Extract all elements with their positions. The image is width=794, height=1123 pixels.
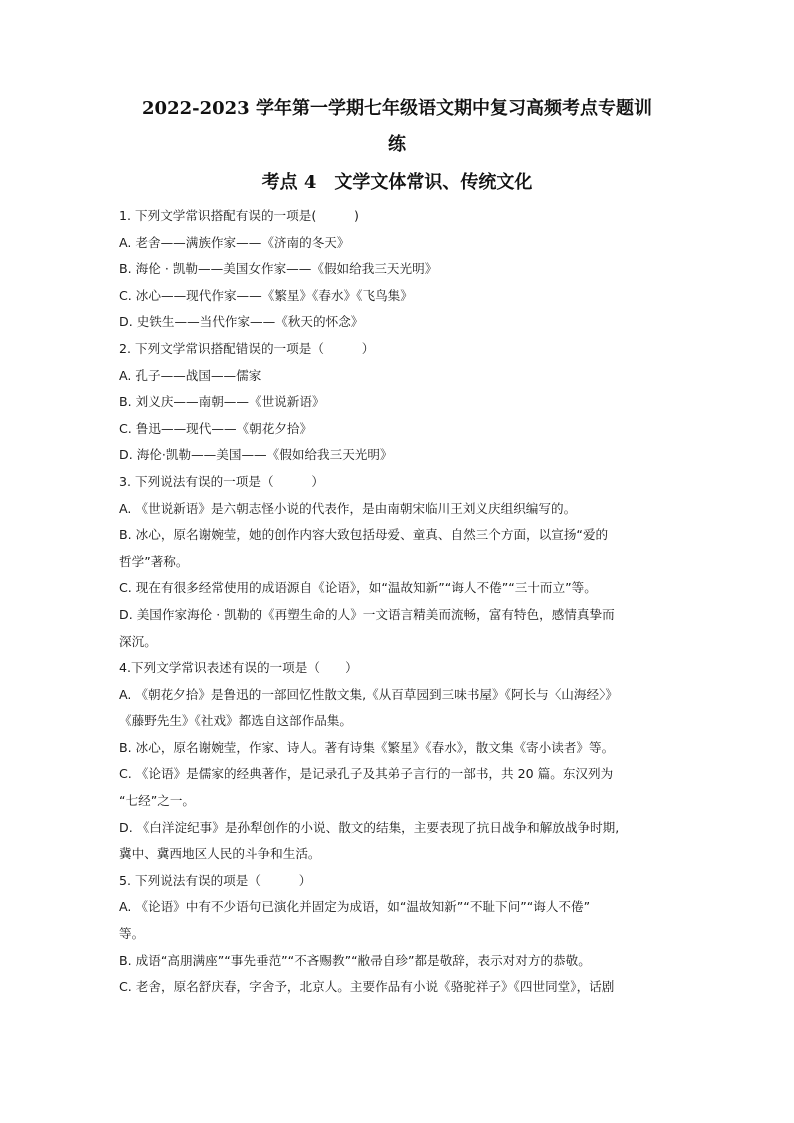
question-4-option-c: C. 《论语》是儒家的经典著作，是记录孔子及其弟子言行的一部书，共 20 篇。东汉列为 <box>119 766 614 782</box>
question-1-option-c: C. 冰心——现代作家——《繁星》《春水》《飞鸟集》 <box>119 287 413 303</box>
question-2-option-b: B. 刘义庆——南朝——《世说新语》 <box>119 394 325 410</box>
question-4-option-a-continued: 《藤野先生》《社戏》都选自这部作品集。 <box>119 713 352 729</box>
question-1-stem: 1. 下列文学常识搭配有误的一项是( ) <box>119 208 359 223</box>
question-4-option-d: D. 《白洋淀纪事》是孙犁创作的小说、散文的结集，主要表现了抗日战争和解放战争时期, <box>119 819 620 835</box>
question-4-option-a: A. 《朝花夕拾》是鲁迅的一部回忆性散文集,《从百草园到三味书屋》《阿长与〈山海经〉》 <box>119 686 618 702</box>
document-body <box>119 203 689 1001</box>
question-1-option-a: A. 老舍——满族作家——《济南的冬天》 <box>119 234 350 250</box>
question-3-option-a: A. 《世说新语》是六朝志怪小说的代表作，是由南朝宋临川王刘义庆组织编写的。 <box>119 500 577 516</box>
question-3-option-d-continued: 深沉。 <box>119 633 157 649</box>
question-1-option-b: B. 海伦 · 凯勒——美国女作家——《假如给我三天光明》 <box>119 261 438 277</box>
question-5-option-a: A. 《论语》中有不少语句已演化并固定为成语，如“温故知新”“不耻下问”“诲人不倦” <box>119 899 591 915</box>
question-5-stem: 5. 下列说法有误的项是（ ） <box>119 872 312 888</box>
question-2-stem: 2. 下列文学常识搭配错误的一项是（ ） <box>119 340 375 356</box>
question-4-stem: 4.下列文学常识表述有误的一项是（ ） <box>119 660 358 676</box>
question-2-option-c: C. 鲁迅——现代——《朝花夕拾》 <box>119 420 313 436</box>
question-3-stem: 3. 下列说法有误的一项是（ ） <box>119 473 324 489</box>
question-5-option-b: B. 成语“高朋满座”“事先垂范”“不吝赐教”“敝帚自珍”都是敬辞，表示对对方的恭敬。 <box>119 952 591 968</box>
question-1-option-d: D. 史铁生——当代作家——《秋天的怀念》 <box>119 314 364 330</box>
question-2-option-d: D. 海伦·凯勒——美国——《假如给我三天光明》 <box>119 447 393 463</box>
question-3-option-b: B. 冰心，原名谢婉莹，她的创作内容大致包括母爱、童真、自然三个方面，以宣扬“爱的 <box>119 527 609 543</box>
question-4-option-c-continued: “七经”之一。 <box>119 793 196 809</box>
question-5-option-a-continued: 等。 <box>119 926 145 942</box>
document-subtitle: 考点 4 文学文体常识、传统文化 <box>261 172 533 193</box>
document-title-continuation: 练 <box>388 134 406 155</box>
question-4-option-d-continued: 冀中、冀西地区人民的斗争和生活。 <box>119 846 321 862</box>
document-title: 2022-2023 学年第一学期七年级语文期中复习高频考点专题训 <box>142 98 652 119</box>
question-4-option-b: B. 冰心，原名谢婉莹，作家、诗人。著有诗集《繁星》《春水》，散文集《寄小读者》等。 <box>119 739 615 755</box>
question-3-option-c: C. 现在有很多经常使用的成语源自《论语》，如“温故知新”“诲人不倦”“三十而立”等。 <box>119 580 597 596</box>
question-5-option-c: C. 老舍，原名舒庆春，字舍予，北京人。主要作品有小说《骆驼祥子》《四世同堂》，话剧 <box>119 979 615 995</box>
question-2-option-a: A. 孔子——战国——儒家 <box>119 367 262 383</box>
question-3-option-d: D. 美国作家海伦 · 凯勒的《再塑生命的人》一文语言精美而流畅，富有特色，感情真挚而 <box>119 606 615 622</box>
question-3-option-b-continued: 哲学”著称。 <box>119 553 189 569</box>
